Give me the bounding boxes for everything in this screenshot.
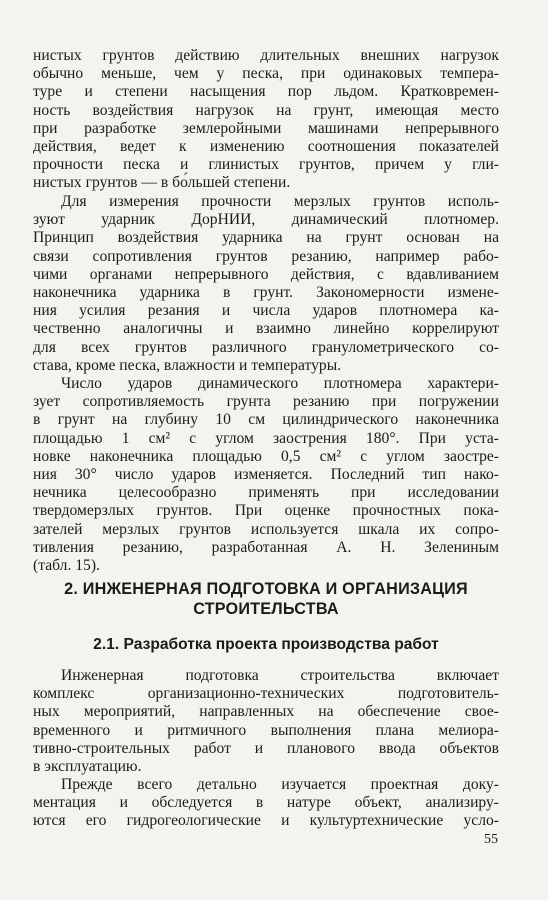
paragraph-1 — [33, 47, 499, 193]
text-line: действия, ведет к изменению соотношения показателей — [33, 138, 499, 156]
text-line: тивно-строительных работ и планового ввода объектов — [33, 739, 499, 757]
text-line: площадью 1 см² с углом заострения 180°. При уста- — [33, 429, 499, 447]
text-line: ность воздействия нагрузок на грунт, имеющая место — [33, 101, 499, 119]
text-line: Прежде всего детально изучается проектная доку- — [61, 776, 499, 793]
text-line: комплекс организационно-технических подготовитель- — [33, 685, 499, 703]
text-line: связи сопротивления грунтов резанию, например рабо- — [33, 247, 499, 265]
text-line: новке наконечника площадью 0,5 см² с углом заостре- — [33, 447, 499, 465]
text-line: в эксплуатацию. — [33, 758, 142, 776]
text-line: зуют ударник ДорНИИ, динамический плотномер. — [33, 211, 499, 229]
text-line: временного и ритмичного выполнения плана мелиора- — [33, 721, 499, 739]
text-line: обычно меньше, чем у песка, при одинаковых темпера- — [33, 65, 499, 83]
text-line: наконечника ударника в грунт. Закономерности измене- — [33, 284, 499, 302]
text-line: ных мероприятий, направленных на обеспечение свое- — [33, 703, 499, 721]
text-line: зует сопротивляемость грунта резанию при погружении — [33, 393, 499, 411]
paragraph-4 — [33, 667, 499, 776]
section-title-line: 2. ИНЖЕНЕРНАЯ ПОДГОТОВКА И ОРГАНИЗАЦИЯ — [64, 580, 468, 598]
text-line: ния 30° число ударов изменяется. Последний тип нако- — [33, 466, 499, 484]
text-line: Для измерения прочности мерзлых грунтов исполь- — [61, 193, 499, 210]
text-line: нистых грунтов — в бо́льшей степени. — [33, 174, 291, 192]
text-line: тивления резанию, разработанная А. Н. Зелениным — [33, 538, 499, 556]
text-line: Инженерная подготовка строительства включает — [61, 667, 499, 684]
text-line: зателей мерзлых грунтов используется шкала их сопро- — [33, 520, 499, 538]
text-line: при разработке землеройными машинами непрерывного — [33, 119, 499, 137]
text-line: чими органами непрерывного действия, с вдавливанием — [33, 265, 499, 283]
page-number: 55 — [484, 832, 498, 847]
section-title — [33, 579, 499, 619]
text-line: туре и степени насыщения пор льдом. Кратковремен- — [33, 83, 499, 101]
text-line: ния усилия резания и числа ударов плотномера ка- — [33, 302, 499, 320]
text-line: твердомерзлых грунтов. При оценке прочностных пока- — [33, 502, 499, 520]
text-line: ются его гидрогеологические и культуртехнические усло- — [33, 812, 499, 830]
paragraph-3 — [33, 375, 499, 575]
text-line: ментация и обследуется в натуре объект, анализиру- — [33, 794, 499, 812]
text-line: става, кроме песка, влажности и температуры. — [33, 356, 342, 374]
text-line: прочности песка и глинистых грунтов, причем у гли- — [33, 156, 499, 174]
text-line: в грунт на глубину 10 см цилиндрического наконечника — [33, 411, 499, 429]
text-line: (табл. 15). — [33, 557, 100, 575]
text-line: для всех грунтов различного гранулометрического со- — [33, 338, 499, 356]
text-line: Число ударов динамического плотномера характери- — [61, 375, 499, 392]
text-line: Принцип воздействия ударника на грунт основан на — [33, 229, 499, 247]
text-line: чественно аналогичны и взаимно линейно коррелируют — [33, 320, 499, 338]
subsection-title: 2.1. Разработка проекта производства работ — [93, 636, 439, 653]
section-title-line: СТРОИТЕЛЬСТВА — [193, 600, 339, 618]
paragraph-2 — [33, 193, 499, 375]
text-line: нистых грунтов действию длительных внешних нагрузок — [33, 47, 499, 64]
text-line: нечника целесообразно применять при исследовании — [33, 484, 499, 502]
paragraph-5 — [33, 776, 499, 831]
